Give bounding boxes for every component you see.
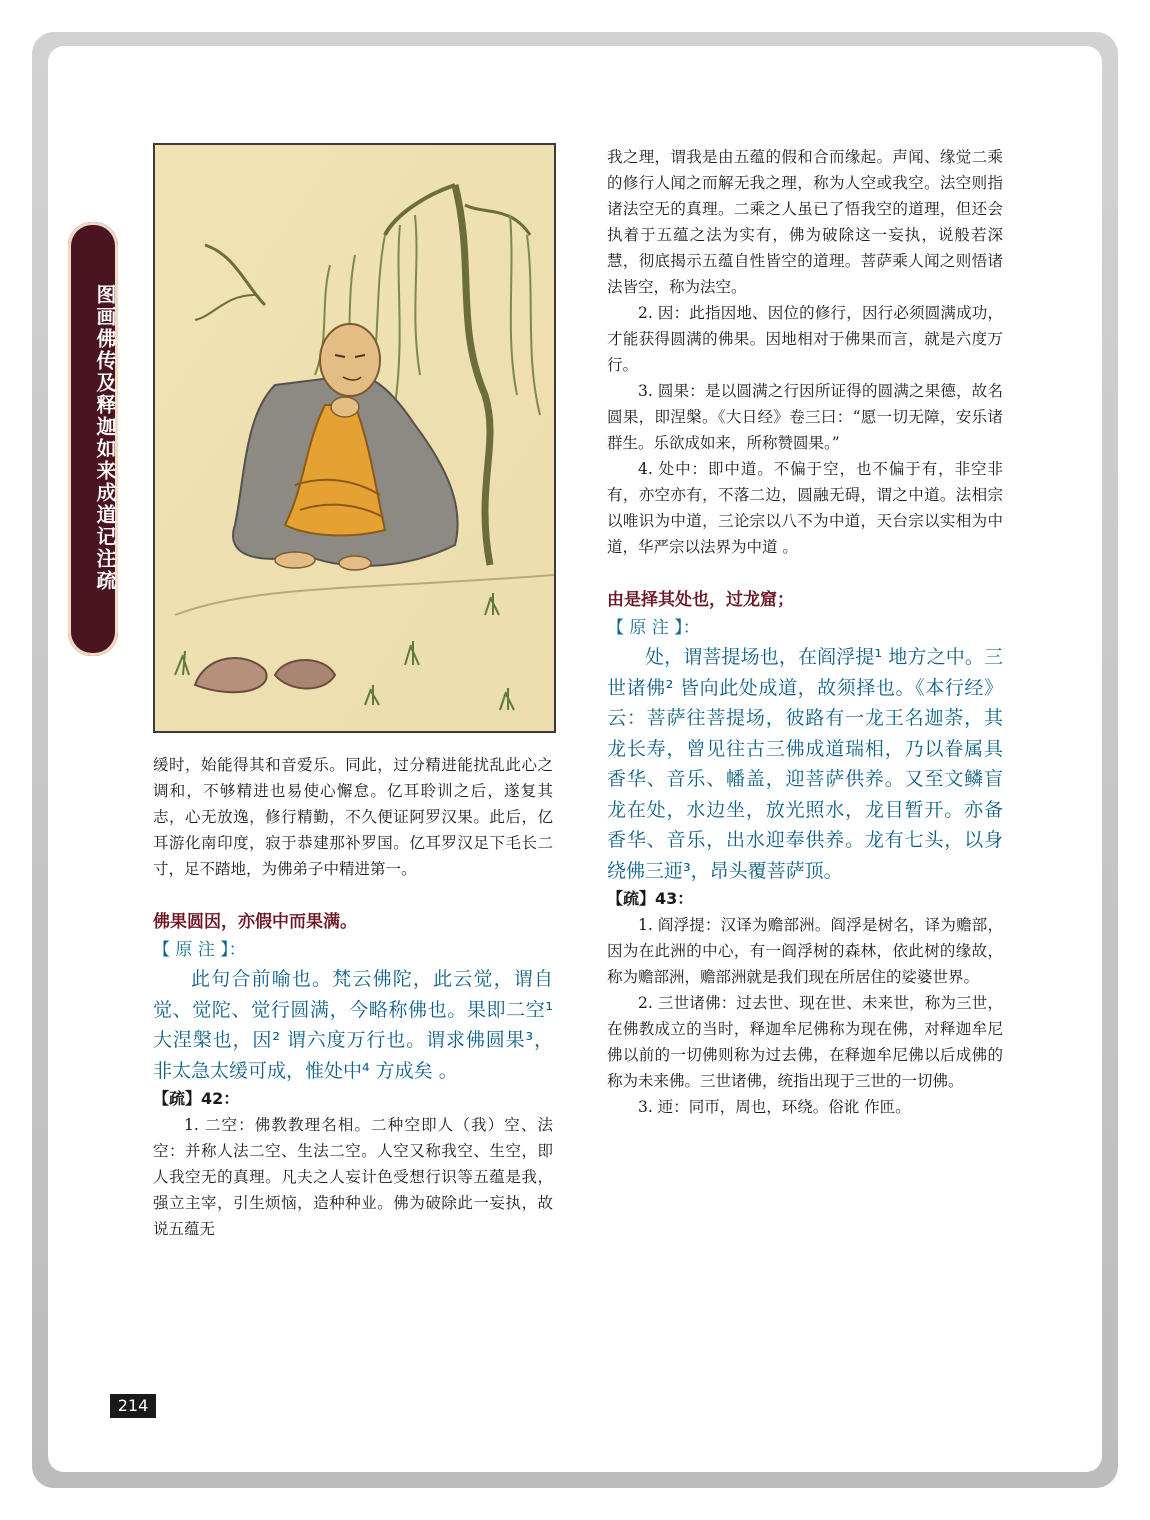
book-title-vertical: 图画佛传及释迦如来成道记注疏 bbox=[93, 284, 117, 592]
section-heading: 佛果圆因，亦假中而果满。 bbox=[153, 912, 357, 932]
original-note-text: 此句合前喻也。梵云佛陀，此云觉，谓自觉、觉陀、觉行圆满，今略称佛也。果即二空¹ 大涅槃也，因² 谓六度万行也。谓求佛圆果³，非太急太缓可成，惟处中⁴ 方成矣 。 bbox=[153, 968, 553, 1082]
original-note-label-2: 【 原 注 】： bbox=[607, 618, 700, 638]
commentary-43-item-1: 1. 阎浮提：汉译为赡部洲。阎浮是树名，译为赡部，因为在此洲的中心，有一阎浮树的森林，依此树的缘故，称为赡部洲，赡部洲就是我们现在所居住的娑婆世界。 bbox=[607, 916, 1003, 986]
commentary-label-2: 【疏】43： bbox=[607, 889, 694, 908]
section-heading-2: 由是择其处也，过龙窟； bbox=[607, 590, 794, 610]
left-column bbox=[153, 752, 553, 1242]
original-note-label: 【 原 注 】： bbox=[153, 940, 246, 960]
commentary-43-item-2: 2. 三世诸佛：过去世、现在世、未来世，称为三世，在佛教成立的当时，释迦牟尼佛称为现在佛，对释迦牟尼佛以前的一切佛则称为过去佛，在释迦牟尼佛以后成佛的称为未来佛。三世诸佛，统指出现于三世的一切佛。 bbox=[607, 994, 1003, 1090]
commentary-item-3: 3. 圆果：是以圆满之行因所证得的圆满之果德，故名圆果，即涅槃。《大日经》卷三曰：“愿一切无障，安乐诸群生。乐欲成如来，所称赞圆果。” bbox=[607, 382, 1003, 452]
commentary-43-item-3: 3. 迊：同帀，周也，环绕。俗讹 作匝。 bbox=[638, 1098, 911, 1116]
commentary-continued: 我之理，谓我是由五蕴的假和合而缘起。声闻、缘觉二乘的修行人闻之而解无我之理，称为人空或我空。法空则指诸法空无的真理。二乘之人虽已了悟我空的道理，但还会执着于五蕴之法为实有，佛为破除这一妄执，说般若深慧，彻底揭示五蕴自性皆空的道理。菩萨乘人闻之则悟诸法皆空，称为法空。 bbox=[607, 148, 1003, 296]
continued-paragraph: 缓时，始能得其和音爱乐。同此，过分精进能扰乱此心之调和，不够精进也易使心懈怠。亿耳聆训之后，遂复其志，心无放逸，修行精勤，不久便证阿罗汉果。此后，亿耳游化南印度，寂于恭建那补罗国。亿耳罗汉足下毛长二寸，足不踏地，为佛弟子中精进第一。 bbox=[153, 756, 553, 878]
commentary-item-4: 4. 处中：即中道。不偏于空，也不偏于有，非空非有，亦空亦有，不落二边，圆融无碍，谓之中道。法相宗以唯识为中道，三论宗以八不为中道，天台宗以实相为中道，华严宗以法界为中道 。 bbox=[607, 460, 1003, 556]
right-column bbox=[607, 144, 1003, 1120]
spine-tab bbox=[68, 222, 118, 656]
monk-painting-illustration bbox=[153, 143, 556, 733]
page-number: 214 bbox=[110, 1394, 156, 1418]
commentary-text: 1. 二空：佛教教理名相。二种空即人（我）空、法空：并称人法二空、生法二空。人空又称我空、生空，即人我空无的真理。凡夫之人妄计色受想行识等五蕴是我，强立主宰，引生烦恼，造种种业。佛为破除此一妄执，故说五蕴无 bbox=[153, 1116, 553, 1238]
original-note-text-2: 处，谓菩提场也，在阎浮提¹ 地方之中。三世诸佛² 皆向此处成道，故须择也。《本行经》云：菩萨往菩提场，彼路有一龙王名迦荼，其龙长寿，曾见往古三佛成道瑞相，乃以眷属具香华、音乐、幡盖，迎菩萨供养。又至文鳞盲龙在处，水边坐，放光照水，龙目暂开。亦备香华、音乐，出水迎奉供养。龙有七头，以身绕佛三迊³，昂头覆菩萨顶。 bbox=[607, 646, 1003, 882]
commentary-item-2: 2. 因：此指因地、因位的修行，因行必须圆满成功，才能获得圆满的佛果。因地相对于佛果而言，就是六度万行。 bbox=[607, 304, 1003, 374]
commentary-label: 【疏】42： bbox=[153, 1089, 240, 1108]
